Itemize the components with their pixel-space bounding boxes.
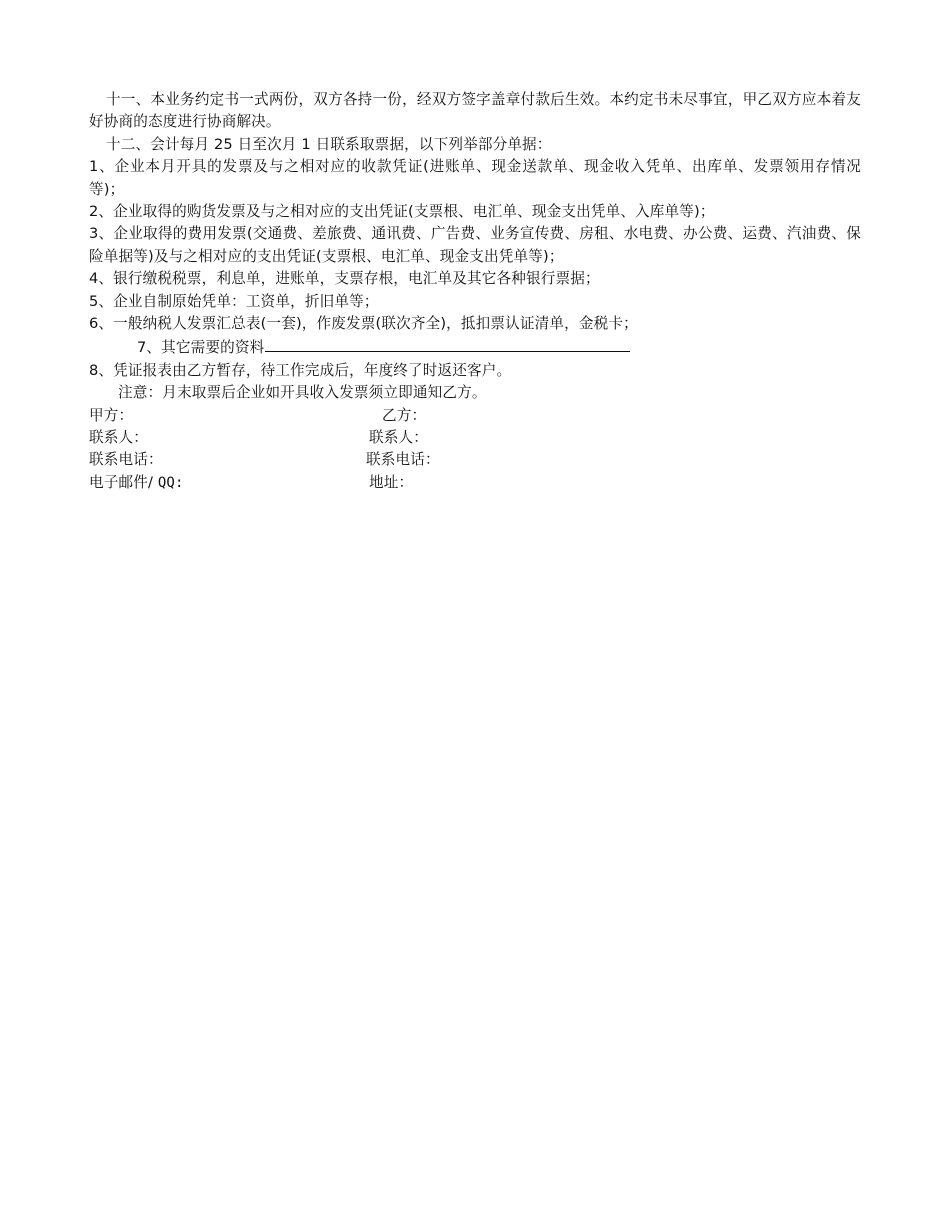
phone-a-label: 联系电话：	[89, 451, 163, 469]
email-a-qq: QQ:	[157, 474, 184, 491]
list-item-5: 5、企业自制原始凭单：工资单，折旧单等；	[89, 292, 379, 310]
signature-row-party	[89, 405, 861, 427]
party-a-label: 甲方：	[89, 406, 134, 424]
signature-row-email	[89, 472, 861, 494]
party-b-label: 乙方：	[382, 406, 427, 424]
list-item-2: 2、企业取得的购货发票及与之相对应的支出凭证(支票根、电汇单、现金支出凭单、入库单等)；	[89, 203, 715, 221]
contact-b-label: 联系人：	[369, 429, 428, 447]
email-a-prefix: 电子邮件/	[89, 473, 154, 491]
email-a-label	[89, 472, 184, 494]
contact-a-label: 联系人：	[89, 429, 148, 447]
phone-b-label: 联系电话：	[366, 451, 440, 469]
list-item-7	[89, 335, 861, 359]
blank-fill-line	[265, 335, 630, 352]
list-item-4: 4、银行缴税税票，利息单，进账单，支票存根，电汇单及其它各种银行票据；	[89, 270, 600, 288]
list-item-1: 1、企业本月开具的发票及与之相对应的收款凭证(进账单、现金送款单、现金收入凭单、出库单、发票领用存情况等)；	[89, 158, 861, 198]
signature-row-phone	[89, 449, 861, 471]
list-item-8: 8、凭证报表由乙方暂存，待工作完成后，年度终了时返还客户。	[89, 361, 512, 379]
list-item-7-label: 7、其它需要的资料	[137, 339, 265, 357]
document-body	[89, 89, 861, 494]
list-item-6: 6、一般纳税人发票汇总表(一套)，作废发票(联次齐全)，抵扣票认证清单，金税卡；	[89, 315, 638, 333]
address-b-label: 地址：	[369, 473, 414, 491]
signature-row-contact	[89, 427, 861, 449]
clause-12-intro: 十二、会计每月 25 日至次月 1 日联系取票据，以下列举部分单据：	[106, 135, 552, 153]
clause-11: 十一、本业务约定书一式两份，双方各持一份，经双方签字盖章付款后生效。本约定书未尽事宜，甲乙双方应本着友好协商的态度进行协商解决。	[89, 91, 861, 131]
note: 注意：月末取票后企业如开具收入发票须立即通知乙方。	[118, 384, 487, 402]
list-item-3: 3、企业取得的费用发票(交通费、差旅费、通讯费、广告费、业务宣传费、房租、水电费、办公费、运费、汽油费、保险单据等)及与之相对应的支出凭证(支票根、电汇单、现金支出凭单等)；	[89, 225, 861, 265]
